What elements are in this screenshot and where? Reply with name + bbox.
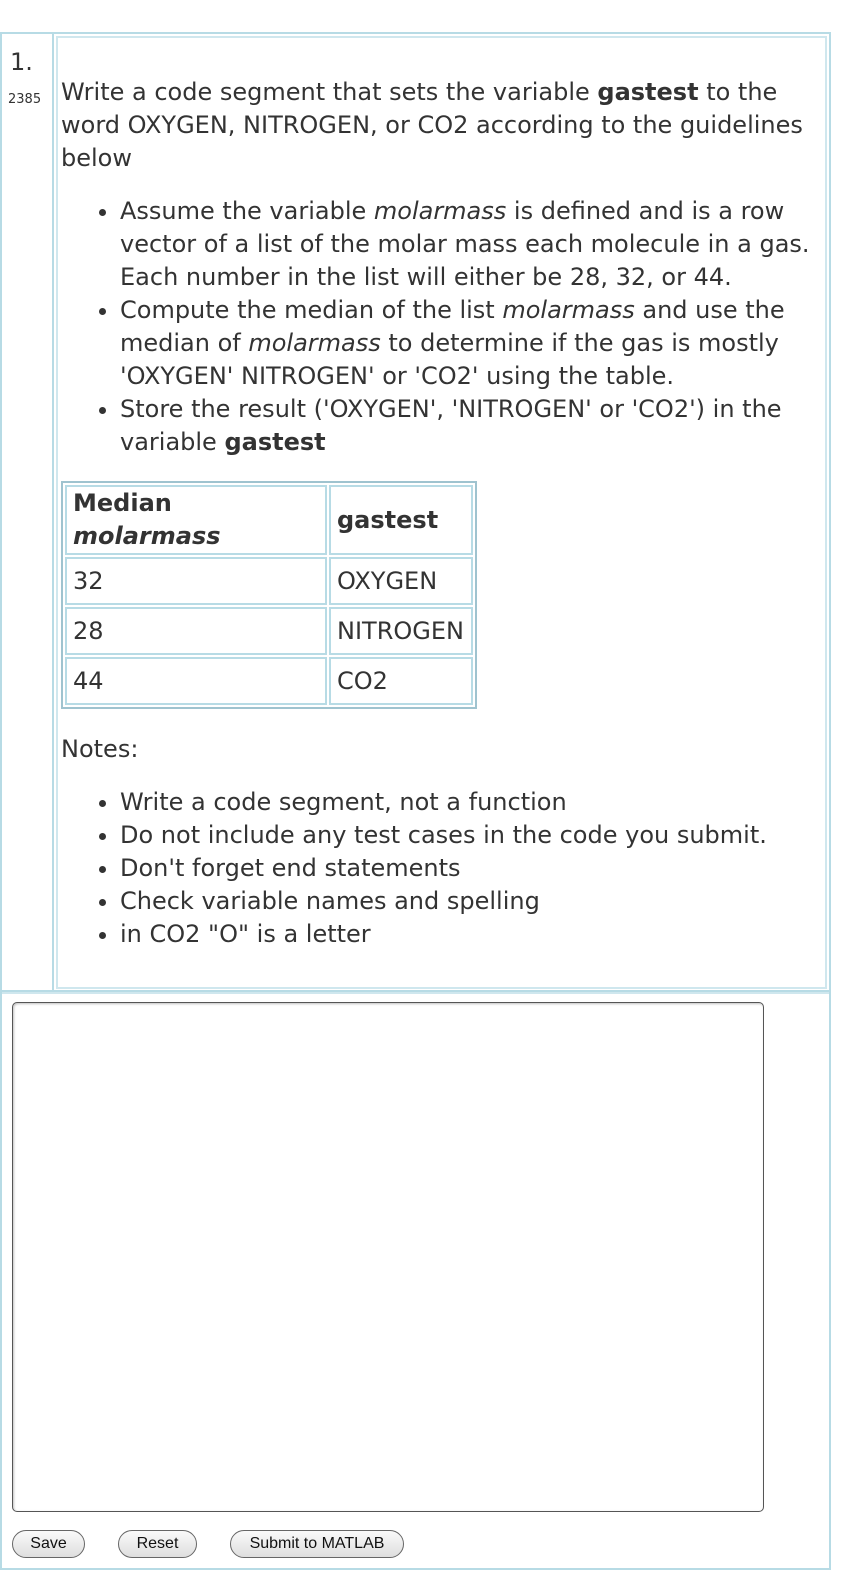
table-cell: NITROGEN (329, 607, 473, 655)
question-intro: Write a code segment that sets the variable gastest to the word OXYGEN, NITROGEN, or CO2 according to the guidelines below (61, 78, 803, 172)
table-cell: 32 (65, 557, 327, 605)
table-cell: 28 (65, 607, 327, 655)
list-item: • in CO2 "O" is a letter (120, 918, 817, 951)
list-item: • Assume the variable molarmass is defined and is a row vector of a list of the molar mass each molecule in a gas. Each number in the list will either be 28, 32, or 44. (120, 195, 817, 294)
question-number: 1. (10, 48, 33, 76)
question-id: 2385 (8, 92, 42, 107)
table-header-cell: Median molarmass (65, 485, 327, 555)
code-editor[interactable] (12, 1002, 764, 1512)
notes-label: Notes: (61, 735, 139, 763)
question-text (61, 76, 817, 951)
table-row (65, 557, 473, 605)
table-cell: 44 (65, 657, 327, 705)
list-item: • Check variable names and spelling (120, 885, 817, 918)
list-item: • Compute the median of the list molarmass and use the median of molarmass to determine if the gas is mostly 'OXYGEN' NITROGEN' or 'CO2' using the table. (120, 294, 817, 393)
reset-button[interactable]: Reset (118, 1530, 197, 1558)
gas-lookup-table (61, 481, 477, 709)
table-cell: CO2 (329, 657, 473, 705)
list-item: • Do not include any test cases in the code you submit. (120, 819, 817, 852)
table-row (65, 657, 473, 705)
notes-list (61, 786, 817, 951)
question-number-column (2, 34, 54, 991)
table-cell: OXYGEN (329, 557, 473, 605)
save-button[interactable]: Save (12, 1530, 85, 1558)
list-item: • Store the result ('OXYGEN', 'NITROGEN' or 'CO2') in the variable gastest (120, 393, 817, 459)
table-header-cell: gastest (329, 485, 473, 555)
list-item: • Write a code segment, not a function (120, 786, 817, 819)
guidelines-list (61, 195, 817, 459)
section-divider (2, 990, 829, 994)
table-row (65, 607, 473, 655)
variable-name: gastest (597, 78, 699, 106)
list-item: • Don't forget end statements (120, 852, 817, 885)
submit-to-matlab-button[interactable]: Submit to MATLAB (230, 1530, 404, 1558)
table-header-row (65, 485, 473, 555)
